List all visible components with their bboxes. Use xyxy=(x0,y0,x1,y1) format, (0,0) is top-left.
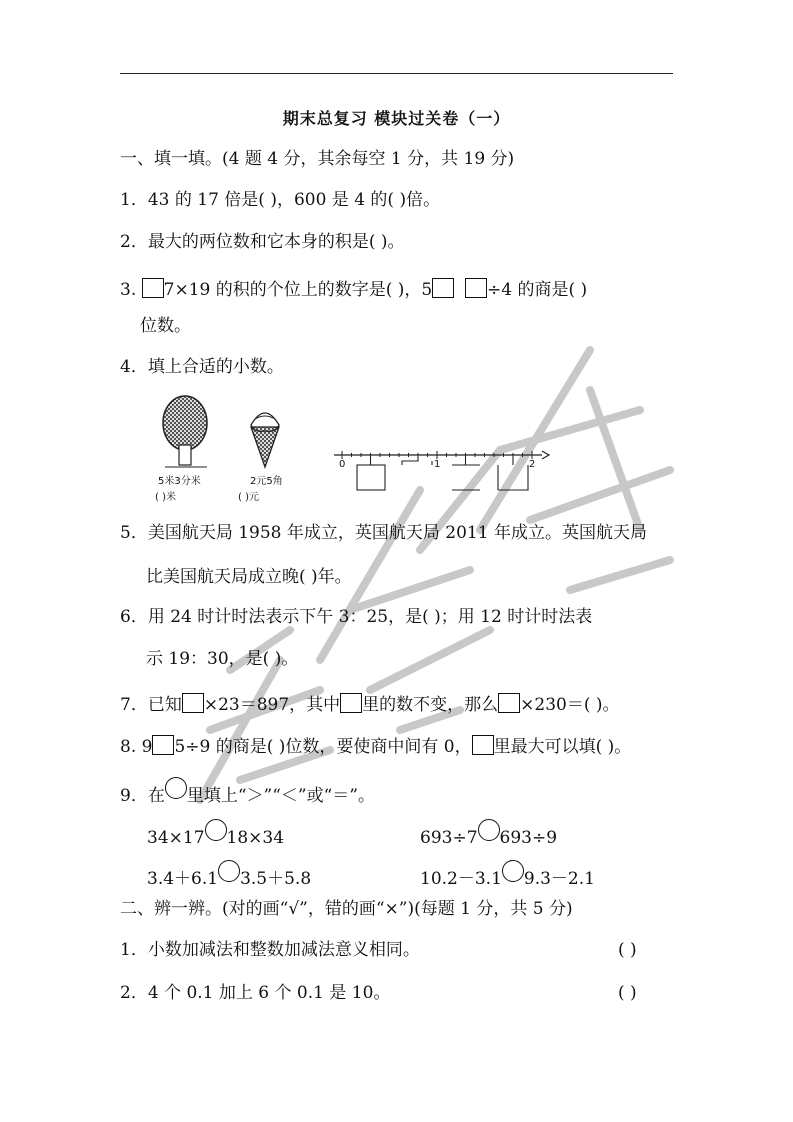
question-3-number: 3. xyxy=(120,280,137,300)
answer-box[interactable] xyxy=(182,693,204,713)
tree-figure xyxy=(155,395,215,470)
compare-right: 9.3－2.1 xyxy=(523,869,595,889)
section1-heading: 一、填一填。(4 题 4 分，其余每空 1 分，共 19 分) xyxy=(120,149,515,169)
compare-right: 693÷9 xyxy=(499,828,558,848)
answer-box[interactable] xyxy=(142,278,164,298)
question-3-text: 7×19 的积的个位上的数字是( )，5 xyxy=(163,280,433,300)
question-3-text-2: ÷4 的商是( ) xyxy=(487,280,588,300)
ice-cream-figure xyxy=(245,405,285,470)
compare-right: 18×34 xyxy=(226,828,285,848)
answer-box[interactable] xyxy=(472,735,494,755)
question-7 xyxy=(120,693,620,716)
question-7-text-3: 里的数不变，那么 xyxy=(362,695,499,715)
page-title: 期末总复习 模块过关卷（一） xyxy=(282,109,511,128)
compare-right: 3.5＋5.8 xyxy=(240,869,312,889)
compare-row-1-right xyxy=(420,819,557,849)
number-line-tick-2: 2 xyxy=(529,459,536,470)
judge-blank-1[interactable]: ( ) xyxy=(618,940,637,960)
compare-row-2-left xyxy=(147,860,311,890)
compare-circle[interactable] xyxy=(502,860,524,882)
question-8-text-1: 8. 9 xyxy=(120,737,153,757)
compare-left: 34×17 xyxy=(147,828,205,848)
compare-circle[interactable] xyxy=(478,819,500,841)
question-6-cont: 示 19：30，是( )。 xyxy=(146,649,299,669)
compare-left: 3.4＋6.1 xyxy=(147,869,219,889)
question-6: 6．用 24 时计时法表示下午 3：25，是( )；用 12 时计时法表 xyxy=(120,607,593,627)
tree-label: 5米3分米 xyxy=(158,476,201,487)
question-5-cont: 比美国航天局成立晚( )年。 xyxy=(146,567,352,587)
question-3 xyxy=(120,278,587,301)
header-rule xyxy=(120,73,673,74)
judge-item-2: 2．4 个 0.1 加上 6 个 0.1 是 10。 xyxy=(120,983,391,1003)
answer-box[interactable] xyxy=(465,278,487,298)
compare-row-1-left xyxy=(147,819,284,849)
number-line-tick-1: 1 xyxy=(434,459,441,470)
answer-box[interactable] xyxy=(498,693,520,713)
question-2: 2．最大的两位数和它本身的积是( )。 xyxy=(120,232,405,252)
section2-heading: 二、辨一辨。(对的画“√”，错的画“×”)(每题 1 分，共 5 分) xyxy=(120,899,573,919)
answer-box[interactable] xyxy=(340,693,362,713)
number-line xyxy=(330,445,550,495)
question-9-text-2: 里填上“＞”“＜”或“＝”。 xyxy=(186,786,375,806)
judge-item-1: 1．小数加减法和整数加减法意义相同。 xyxy=(120,940,420,960)
ice-cream-blank: ( )元 xyxy=(238,492,259,503)
question-3-cont: 位数。 xyxy=(140,316,191,336)
compare-circle[interactable] xyxy=(218,860,240,882)
answer-box[interactable] xyxy=(432,278,454,298)
question-1: 1．43 的 17 倍是( )，600 是 4 的( )倍。 xyxy=(120,190,441,210)
compare-circle[interactable] xyxy=(205,819,227,841)
answer-box[interactable] xyxy=(152,735,174,755)
question-7-text-4: ×230＝( )。 xyxy=(520,695,620,715)
question-5: 5．美国航天局 1958 年成立，英国航天局 2011 年成立。英国航天局 xyxy=(120,523,647,543)
question-4: 4．填上合适的小数。 xyxy=(120,357,284,377)
compare-circle[interactable] xyxy=(165,777,187,799)
question-9 xyxy=(120,777,375,807)
question-8-text-3: 里最大可以填( )。 xyxy=(493,737,632,757)
question-7-text-2: ×23＝897，其中 xyxy=(203,695,341,715)
question-8 xyxy=(120,735,631,758)
compare-left: 693÷7 xyxy=(420,828,478,848)
ice-cream-label: 2元5角 xyxy=(250,476,283,487)
tree-blank: ( )米 xyxy=(155,492,176,503)
question-7-text-1: 7．已知 xyxy=(120,695,182,715)
compare-left: 10.2－3.1 xyxy=(420,869,502,889)
compare-row-2-right xyxy=(420,860,595,890)
question-8-text-2: 5÷9 的商是( )位数，要使商中间有 0， xyxy=(174,737,472,757)
number-line-tick-0: 0 xyxy=(339,459,346,470)
judge-blank-2[interactable]: ( ) xyxy=(618,983,637,1003)
question-9-text-1: 9．在 xyxy=(120,786,165,806)
